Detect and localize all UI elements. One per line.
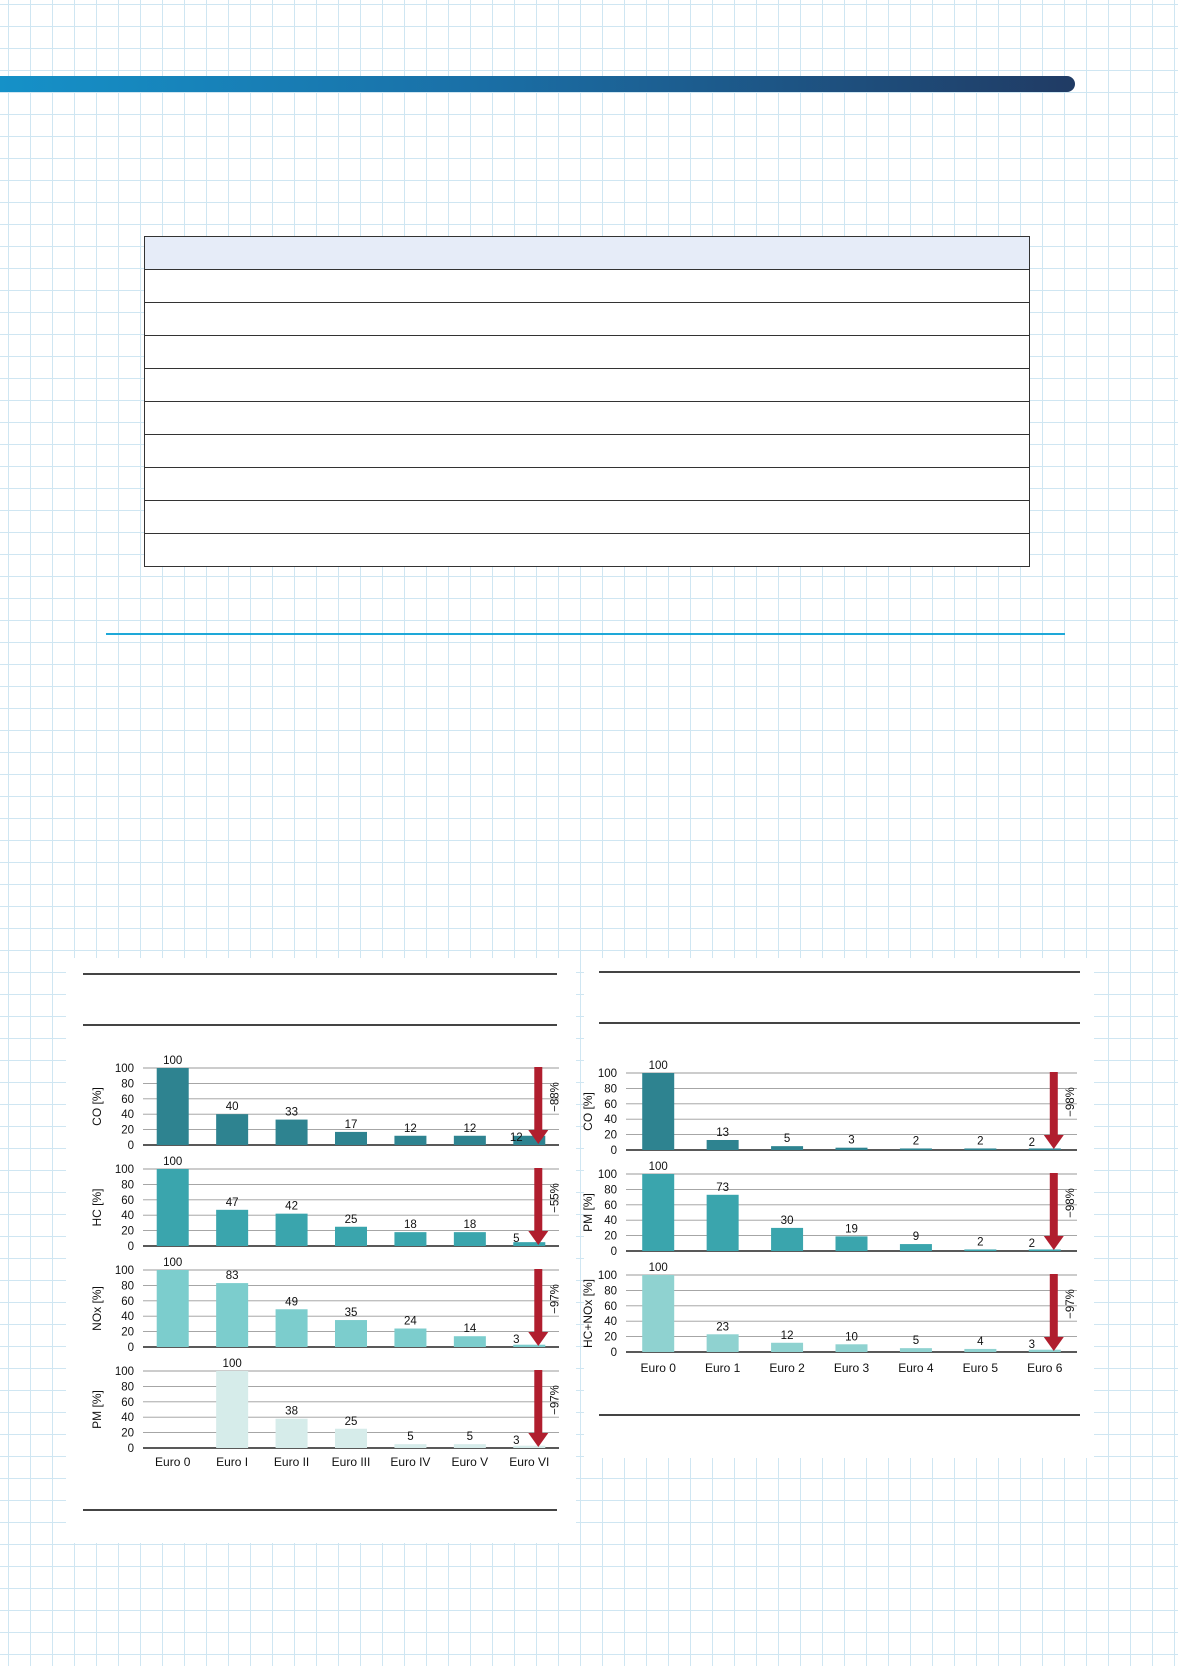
x-category-label: Euro IV	[390, 1455, 431, 1469]
y-tick-label: 60	[121, 1295, 134, 1308]
data-label: 13	[716, 1126, 730, 1139]
reduction-percent: −88%	[549, 1082, 562, 1112]
bar	[335, 1429, 367, 1448]
y-tick-label: 20	[604, 1230, 617, 1243]
y-tick-label: 60	[121, 1396, 134, 1409]
reduction-arrow-head	[528, 1332, 548, 1346]
data-label: 2	[977, 1236, 984, 1249]
y-tick-label: 100	[114, 1366, 134, 1378]
y-tick-label: 80	[604, 1083, 617, 1096]
bar	[394, 1232, 426, 1246]
data-label: 5	[513, 1233, 520, 1245]
data-label: 5	[912, 1335, 920, 1348]
data-label: 25	[344, 1213, 358, 1226]
table-row	[145, 336, 1030, 369]
y-tick-label: 80	[604, 1184, 617, 1197]
y-axis-label: HC [%]	[90, 1188, 104, 1227]
bar	[707, 1195, 739, 1251]
bar	[276, 1419, 308, 1448]
bar	[335, 1320, 367, 1347]
bar	[771, 1343, 803, 1352]
subchart-pm	[581, 1161, 1077, 1258]
table-row	[145, 435, 1030, 468]
y-tick-label: 100	[597, 1068, 617, 1080]
data-label: 49	[285, 1296, 298, 1309]
bar	[335, 1132, 367, 1145]
x-category-label: Euro 5	[962, 1361, 999, 1375]
passenger-car-chart-panel	[581, 958, 1094, 1458]
x-category-label: Euro I	[216, 1455, 249, 1469]
table-row	[145, 468, 1030, 501]
x-category-label: Euro 0	[155, 1455, 191, 1469]
subchart-nox	[90, 1257, 561, 1354]
y-tick-label: 40	[121, 1210, 134, 1223]
data-label: 5	[407, 1431, 414, 1444]
table-header-row	[145, 237, 1030, 270]
subchart-hcnox	[581, 1262, 1077, 1359]
table-cell	[145, 369, 1030, 402]
reduction-arrow-shaft	[1050, 1274, 1058, 1338]
subchart-co	[90, 1055, 561, 1152]
y-tick-label: 60	[604, 1098, 617, 1111]
reduction-arrow-shaft	[534, 1067, 542, 1131]
section-divider	[106, 633, 1065, 635]
x-category-label: Euro 0	[640, 1361, 676, 1375]
data-label: 12	[780, 1329, 794, 1342]
heavy-duty-emissions-chart	[66, 958, 576, 1543]
data-label: 19	[845, 1223, 858, 1236]
table-cell	[145, 303, 1030, 336]
table-cell	[145, 501, 1030, 534]
data-label: 35	[344, 1307, 358, 1320]
data-label: 73	[716, 1181, 730, 1194]
data-label: 5	[466, 1431, 474, 1444]
y-tick-label: 60	[121, 1093, 134, 1106]
data-label: 40	[225, 1101, 239, 1114]
data-label: 12	[404, 1122, 417, 1135]
y-tick-label: 40	[604, 1215, 617, 1228]
y-tick-label: 40	[604, 1316, 617, 1329]
bar	[964, 1148, 996, 1150]
bar	[276, 1120, 308, 1145]
data-label: 100	[648, 1060, 668, 1072]
y-tick-label: 100	[597, 1169, 617, 1181]
y-tick-label: 40	[121, 1109, 134, 1122]
reduction-percent: −98%	[1064, 1188, 1077, 1218]
y-tick-label: 20	[604, 1129, 617, 1142]
y-tick-label: 100	[114, 1265, 134, 1277]
bar	[454, 1232, 486, 1246]
bar	[964, 1349, 996, 1352]
bar	[900, 1148, 932, 1150]
bar	[216, 1114, 248, 1145]
bar	[216, 1210, 248, 1246]
bar	[642, 1073, 674, 1150]
y-axis-label: NOx [%]	[90, 1286, 104, 1331]
y-tick-label: 0	[127, 1140, 134, 1152]
data-label: 2	[1028, 1137, 1035, 1149]
bar	[216, 1283, 248, 1347]
y-tick-label: 20	[121, 1225, 134, 1238]
y-tick-label: 80	[121, 1078, 134, 1091]
data-label: 14	[463, 1323, 477, 1336]
y-tick-label: 100	[597, 1270, 617, 1282]
bar	[157, 1068, 189, 1145]
y-tick-label: 0	[127, 1241, 134, 1253]
bar	[642, 1174, 674, 1251]
table-cell	[145, 270, 1030, 303]
data-label: 100	[648, 1262, 668, 1274]
data-label: 42	[285, 1200, 298, 1213]
reduction-arrow-head	[1044, 1337, 1064, 1351]
data-label: 9	[912, 1231, 920, 1244]
bar	[642, 1275, 674, 1352]
bar	[454, 1336, 486, 1347]
data-label: 100	[222, 1358, 242, 1370]
y-tick-label: 0	[610, 1347, 617, 1359]
x-category-label: Euro 4	[898, 1361, 934, 1375]
bar	[836, 1344, 868, 1352]
y-tick-label: 100	[114, 1164, 134, 1176]
data-label: 3	[513, 1435, 520, 1447]
data-label: 100	[163, 1055, 183, 1067]
data-label: 18	[404, 1219, 417, 1232]
header-bar	[0, 76, 1075, 92]
table-row	[145, 303, 1030, 336]
data-label: 100	[163, 1156, 183, 1168]
data-label: 4	[977, 1335, 984, 1348]
reduction-percent: −97%	[549, 1284, 562, 1314]
y-tick-label: 40	[121, 1412, 134, 1425]
y-tick-label: 20	[121, 1124, 134, 1137]
y-tick-label: 60	[121, 1194, 134, 1207]
data-label: 33	[285, 1106, 298, 1119]
table-cell	[145, 435, 1030, 468]
table-cell	[145, 534, 1030, 567]
table-row	[145, 369, 1030, 402]
y-axis-label: CO [%]	[90, 1087, 104, 1126]
x-category-label: Euro 3	[833, 1361, 870, 1375]
y-tick-label: 0	[127, 1342, 134, 1354]
data-label: 47	[225, 1196, 239, 1209]
reduction-arrow-shaft	[534, 1269, 542, 1333]
data-label: 12	[509, 1132, 523, 1144]
bar	[454, 1444, 486, 1448]
bar	[836, 1236, 868, 1251]
bar	[707, 1140, 739, 1150]
y-tick-label: 40	[121, 1311, 134, 1324]
reduction-arrow-head	[1044, 1135, 1064, 1149]
table-row	[145, 270, 1030, 303]
y-tick-label: 20	[121, 1427, 134, 1440]
y-tick-label: 100	[114, 1063, 134, 1075]
y-tick-label: 80	[121, 1280, 134, 1293]
table-row	[145, 534, 1030, 567]
data-label: 3	[513, 1334, 520, 1346]
subchart-hc	[90, 1156, 561, 1253]
data-table	[144, 236, 1030, 567]
data-label: 83	[225, 1270, 239, 1283]
reduction-percent: −97%	[1064, 1289, 1077, 1319]
bar	[836, 1148, 868, 1150]
x-category-label: Euro VI	[509, 1455, 550, 1469]
data-label: 17	[344, 1118, 358, 1131]
data-label: 3	[848, 1134, 855, 1147]
bar	[157, 1270, 189, 1347]
x-category-label: Euro II	[273, 1455, 310, 1469]
y-tick-label: 0	[610, 1246, 617, 1258]
table-row	[145, 501, 1030, 534]
data-label: 30	[780, 1214, 794, 1227]
data-label: 10	[845, 1331, 858, 1344]
reduction-percent: −97%	[549, 1385, 562, 1415]
data-label: 2	[912, 1135, 920, 1148]
table-cell	[145, 402, 1030, 435]
y-tick-label: 40	[604, 1114, 617, 1127]
reduction-percent: −55%	[549, 1183, 562, 1213]
y-tick-label: 0	[610, 1145, 617, 1157]
bar	[771, 1146, 803, 1150]
reduction-arrow-shaft	[534, 1370, 542, 1434]
x-category-label: Euro V	[451, 1455, 489, 1469]
x-category-label: Euro 1	[704, 1361, 741, 1375]
bar	[216, 1371, 248, 1448]
y-tick-label: 20	[121, 1326, 134, 1339]
y-axis-label: CO [%]	[581, 1092, 595, 1131]
data-label: 38	[285, 1405, 298, 1418]
y-tick-label: 60	[604, 1199, 617, 1212]
x-category-label: Euro 6	[1027, 1361, 1063, 1375]
y-tick-label: 60	[604, 1300, 617, 1313]
subchart-pm	[90, 1358, 561, 1455]
panel-bottom-rule	[599, 1414, 1080, 1416]
x-category-label: Euro III	[331, 1455, 371, 1469]
bar	[771, 1228, 803, 1251]
bar	[276, 1214, 308, 1246]
y-tick-label: 80	[121, 1179, 134, 1192]
reduction-arrow-shaft	[534, 1168, 542, 1232]
data-label: 5	[783, 1133, 791, 1146]
reduction-percent: −98%	[1064, 1087, 1077, 1117]
data-label: 25	[344, 1415, 358, 1428]
x-category-label: Euro 2	[769, 1361, 805, 1375]
table-cell	[145, 237, 1030, 270]
table-cell	[145, 468, 1030, 501]
bar	[157, 1169, 189, 1246]
reduction-arrow-shaft	[1050, 1072, 1058, 1136]
y-tick-label: 0	[127, 1443, 134, 1455]
data-label: 2	[977, 1135, 984, 1148]
table-row	[145, 402, 1030, 435]
passenger-car-emissions-chart	[581, 958, 1094, 1458]
data-label: 23	[716, 1321, 730, 1334]
bar	[276, 1309, 308, 1347]
bar	[900, 1348, 932, 1352]
table-cell	[145, 336, 1030, 369]
bar	[394, 1136, 426, 1145]
y-tick-label: 80	[121, 1381, 134, 1394]
subchart-co	[581, 1060, 1077, 1157]
heavy-duty-chart-panel	[66, 958, 576, 1543]
bar	[707, 1334, 739, 1352]
reduction-arrow-head	[528, 1433, 548, 1447]
bar	[964, 1249, 996, 1251]
reduction-arrow-shaft	[1050, 1173, 1058, 1237]
panel-bottom-rule	[83, 1509, 557, 1511]
data-label: 100	[163, 1257, 183, 1269]
reduction-arrow-head	[1044, 1236, 1064, 1250]
data-label: 24	[404, 1315, 417, 1328]
bar	[394, 1444, 426, 1448]
data-label: 12	[463, 1122, 477, 1135]
bar	[454, 1136, 486, 1145]
data-label: 18	[463, 1219, 477, 1232]
data-label: 3	[1028, 1339, 1035, 1351]
y-tick-label: 20	[604, 1331, 617, 1344]
data-label: 100	[648, 1161, 668, 1173]
data-label: 2	[1028, 1238, 1035, 1250]
y-axis-label: PM [%]	[581, 1193, 595, 1232]
y-axis-label: HC+NOx [%]	[581, 1278, 595, 1349]
bar	[335, 1227, 367, 1246]
bar	[900, 1244, 932, 1251]
y-tick-label: 80	[604, 1285, 617, 1298]
y-axis-label: PM [%]	[90, 1390, 104, 1429]
bar	[394, 1329, 426, 1347]
